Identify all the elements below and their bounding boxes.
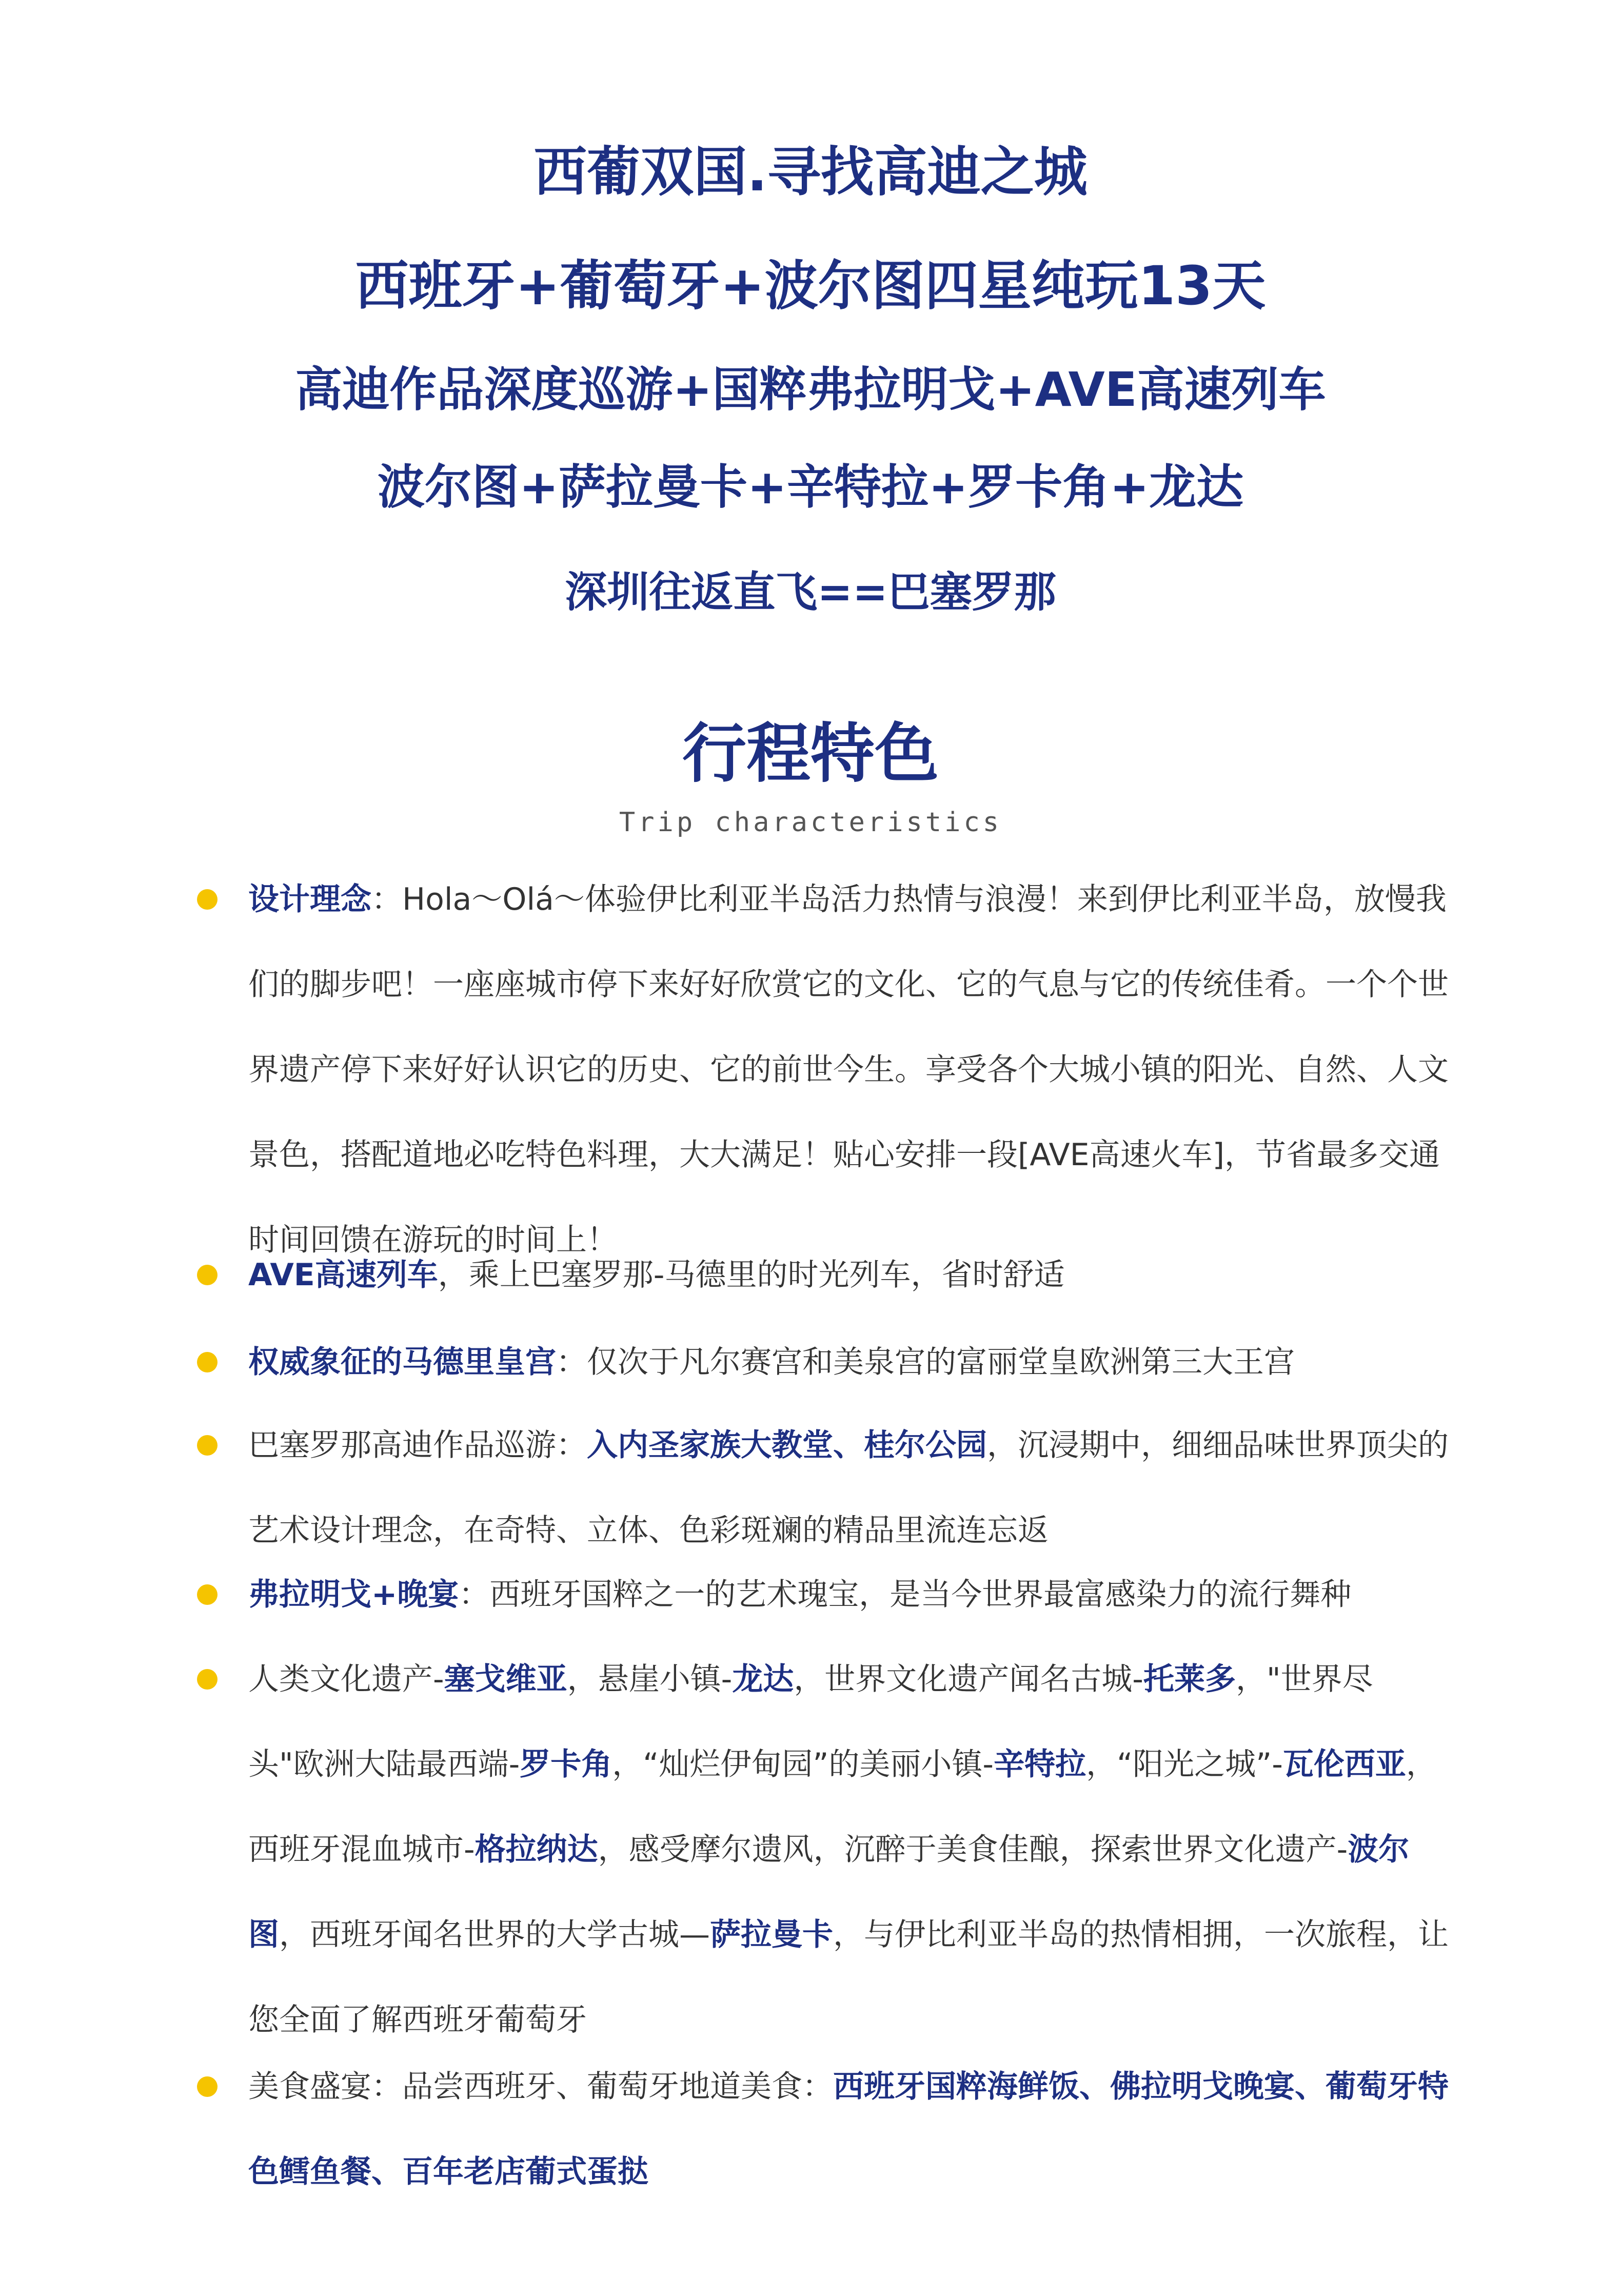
title-line-5: 深圳往返直飞==巴塞罗那 (565, 568, 1056, 617)
highlight-text: 塞戈维亚 (444, 1661, 567, 1697)
body-text: ，"世界尽头"欧洲大陆最西端- (248, 1661, 1373, 1782)
highlight-text: 瓦伦西亚 (1282, 1746, 1406, 1782)
bullet-dot-icon (197, 1669, 218, 1690)
body-text: 美食盛宴：品尝西班牙、葡萄牙地道美食： (248, 2069, 833, 2105)
feature-text (248, 1320, 1449, 1405)
body-text: ：西班牙国粹之一的艺术瑰宝，是当今世界最富感染力的流行舞种 (459, 1577, 1352, 1613)
highlight-text: 波尔图 (248, 1832, 1410, 1953)
bullet-dot-icon (197, 1584, 218, 1605)
body-text: ，悬崖小镇- (567, 1661, 733, 1697)
feature-text (248, 1403, 1449, 1573)
bullet-dot-icon (197, 1352, 218, 1372)
body-text: ，世界文化遗产闻名古城- (794, 1661, 1143, 1697)
highlight-text: 萨拉曼卡 (710, 1917, 833, 1953)
feature-text (248, 1552, 1449, 1637)
title-line-1: 西葡双国.寻找高迪之城 (533, 141, 1088, 203)
body-text: ：Hola～Olá～体验伊比利亚半岛活力热情与浪漫！来到伊比利亚半岛，放慢我们的脚步吧！一座座城市停下来好好欣赏它的文化、它的气息与它的传统佳肴。一个个世界遗产停下来好好认识它的历史、它的前世今生。享受各个大城小镇的阳光、自然、人文景色，搭配道地必吃特色料理，大大满足！贴心安排一段[AVE高速火车]，节省最多交通时间回馈在游玩的时间上！ (248, 881, 1449, 1258)
highlight-text: 入内圣家族大教堂、桂尔公园 (587, 1427, 987, 1463)
title-line-2: 西班牙+葡萄牙+波尔图四星纯玩13天 (355, 254, 1266, 317)
bullet-dot-icon (197, 889, 218, 910)
highlight-text: 罗卡角 (520, 1746, 612, 1782)
highlight-text: 托莱多 (1143, 1661, 1236, 1697)
section-title: 行程特色 (682, 717, 939, 791)
section-subtitle: Trip characteristics (619, 807, 1002, 838)
body-text: ，与伊比利亚半岛的热情相拥，一次旅程，让您全面了解西班牙葡萄牙 (248, 1917, 1449, 2038)
highlight-text: 西班牙国粹海鲜饭、佛拉明戈晚宴、葡萄牙特色鳕鱼餐、百年老店葡式蛋挞 (248, 2069, 1449, 2190)
bullet-dot-icon (197, 1435, 218, 1456)
body-text: ，“灿烂伊甸园”的美丽小镇- (612, 1746, 994, 1782)
feature-text (248, 2044, 1449, 2214)
title-line-4: 波尔图+萨拉曼卡+辛特拉+罗卡角+龙达 (377, 460, 1244, 515)
feature-text (248, 1637, 1449, 2063)
body-text: 人类文化遗产- (248, 1661, 444, 1697)
bullet-dot-icon (197, 2076, 218, 2097)
body-text: ，乘上巴塞罗那-马德里的时光列车，省时舒适 (438, 1257, 1065, 1293)
title-line-3: 高迪作品深度巡游+国粹弗拉明戈+AVE高速列车 (295, 362, 1326, 417)
body-text: 巴塞罗那高迪作品巡游： (248, 1427, 587, 1463)
feature-text (248, 1232, 1449, 1318)
bullet-dot-icon (197, 1265, 218, 1285)
body-text: ，“阳光之城”- (1086, 1746, 1283, 1782)
body-text: ，西班牙混血城市- (248, 1746, 1437, 1868)
highlight-text: 龙达 (732, 1661, 794, 1697)
body-text: ，西班牙闻名世界的大学古城— (279, 1917, 710, 1953)
body-text: ：仅次于凡尔赛宫和美泉宫的富丽堂皇欧洲第三大王宫 (556, 1344, 1295, 1380)
highlight-text: 权威象征的马德里皇宫 (248, 1344, 556, 1380)
highlight-text: 辛特拉 (994, 1746, 1086, 1782)
body-text: ，感受摩尔遗风，沉醉于美食佳酿，探索世界文化遗产- (598, 1832, 1348, 1868)
highlight-text: 弗拉明戈+晚宴 (248, 1577, 459, 1613)
highlight-text: 格拉纳达 (475, 1832, 598, 1868)
body-text: ，沉浸期中，细细品味世界顶尖的艺术设计理念，在奇特、立体、色彩斑斓的精品里流连忘返 (248, 1427, 1449, 1548)
feature-text (248, 857, 1449, 1283)
highlight-text: AVE高速列车 (248, 1257, 438, 1293)
highlight-text: 设计理念 (248, 881, 371, 917)
